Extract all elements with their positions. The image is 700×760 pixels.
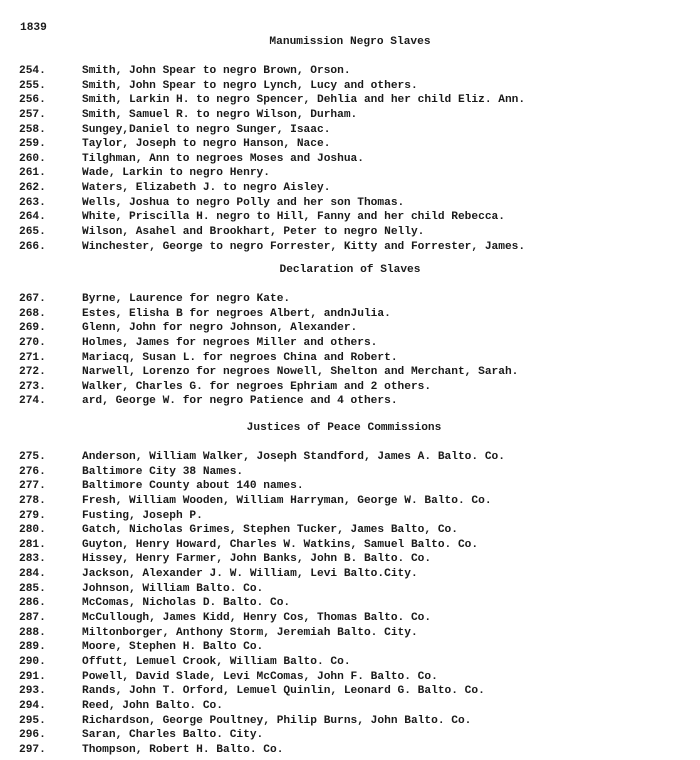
entry-text: Smith, Samuel R. to negro Wilson, Durham.	[82, 108, 358, 121]
entry-number: 268.	[19, 307, 46, 320]
entry-row	[0, 552, 700, 567]
entry-number: 294.	[19, 699, 46, 712]
entry-number: 296.	[19, 729, 46, 742]
entry-row	[0, 210, 700, 225]
entry-text: Wilson, Asahel and Brookhart, Peter to negro Nelly.	[82, 226, 425, 239]
entry-row	[0, 181, 700, 196]
entry-row	[0, 292, 700, 307]
entry-row	[0, 714, 700, 729]
entry-row	[0, 336, 700, 351]
entry-text: Walker, Charles G. for negroes Ephriam and 2 others.	[82, 380, 432, 393]
entry-text: Reed, John Balto. Co.	[82, 699, 223, 712]
entry-number: 269.	[19, 322, 46, 335]
entry-number: 297.	[19, 743, 46, 756]
entry-number: 281.	[19, 538, 46, 551]
entry-row	[0, 582, 700, 597]
entry-text: Smith, Larkin H. to negro Spencer, Dehlia and her child Eliz. Ann.	[82, 94, 526, 107]
entry-text: Sungey,Daniel to negro Sunger, Isaac.	[82, 123, 331, 136]
entry-number: 261.	[19, 167, 46, 180]
entry-text: Glenn, John for negro Johnson, Alexander.	[82, 322, 358, 335]
entry-row	[0, 380, 700, 395]
entry-row	[0, 728, 700, 743]
entry-text: Fresh, William Wooden, William Harryman, George W. Balto. Co.	[82, 494, 492, 507]
entry-text: Baltimore County about 140 names.	[82, 480, 304, 493]
entry-text: McCullough, James Kidd, Henry Cos, Thomas Balto. Co.	[82, 612, 432, 625]
entry-text: Narwell, Lorenzo for negroes Nowell, Shelton and Merchant, Sarah.	[82, 366, 519, 379]
entry-number: 295.	[19, 714, 46, 727]
entry-row	[0, 123, 700, 138]
entry-number: 288.	[19, 626, 46, 639]
entry-text: Richardson, George Poultney, Philip Burns, John Balto. Co.	[82, 714, 472, 727]
entry-number: 284.	[19, 568, 46, 581]
entry-text: Baltimore City 38 Names.	[82, 465, 244, 478]
entry-text: Moore, Stephen H. Balto Co.	[82, 641, 264, 654]
section-title-manumission: Manumission Negro Slaves	[269, 36, 431, 48]
entry-text: Powell, David Slade, Levi McComas, John F. Balto. Co.	[82, 670, 438, 683]
entry-number: 265.	[19, 226, 46, 239]
entry-row	[0, 93, 700, 108]
entry-number: 255.	[19, 79, 46, 92]
entry-row	[0, 670, 700, 685]
entry-text: Johnson, William Balto. Co.	[82, 582, 264, 595]
section-list-manumission	[0, 64, 700, 254]
entry-text: Smith, John Spear to negro Brown, Orson.	[82, 65, 351, 77]
entry-number: 271.	[19, 351, 46, 364]
entry-row	[0, 655, 700, 670]
entry-number: 293.	[19, 685, 46, 698]
entry-number: 264.	[19, 211, 46, 224]
entry-text: ard, George W. for negro Patience and 4 others.	[82, 395, 398, 408]
entry-number: 258.	[19, 123, 46, 136]
entry-row	[0, 166, 700, 181]
entry-text: Rands, John T. Orford, Lemuel Quinlin, Leonard G. Balto. Co.	[82, 685, 485, 698]
entry-row	[0, 64, 700, 79]
entry-text: Fusting, Joseph P.	[82, 509, 203, 522]
entry-text: Hissey, Henry Farmer, John Banks, John B. Balto. Co.	[82, 553, 432, 566]
entry-row	[0, 240, 700, 255]
entry-row	[0, 79, 700, 94]
entry-number: 260.	[19, 152, 46, 165]
entry-row	[0, 321, 700, 336]
entry-row	[0, 494, 700, 509]
entry-text: Thompson, Robert H. Balto. Co.	[82, 743, 284, 756]
section-title-justices: Justices of Peace Commissions	[246, 422, 442, 434]
entry-text: Waters, Elizabeth J. to negro Aisley.	[82, 182, 331, 195]
entry-number: 280.	[19, 524, 46, 537]
entry-text: Byrne, Laurence for negro Kate.	[82, 293, 291, 305]
section-title-declaration: Declaration of Slaves	[279, 264, 421, 276]
entry-row	[0, 137, 700, 152]
entry-text: Holmes, James for negroes Miller and others.	[82, 336, 378, 349]
entry-text: Winchester, George to negro Forrester, Kitty and Forrester, James.	[82, 240, 526, 253]
entry-row	[0, 196, 700, 211]
entry-row	[0, 596, 700, 611]
entry-number: 287.	[19, 612, 46, 625]
entry-number: 276.	[19, 465, 46, 478]
page-year: 1839	[20, 22, 47, 34]
entry-text: Miltonborger, Anthony Storm, Jeremiah Balto. City.	[82, 626, 418, 639]
entry-text: Mariacq, Susan L. for negroes China and Robert.	[82, 351, 398, 364]
entry-row	[0, 152, 700, 167]
entry-number: 279.	[19, 509, 46, 522]
entry-text: Anderson, William Walker, Joseph Standford, James A. Balto. Co.	[82, 451, 505, 463]
entry-number: 263.	[19, 196, 46, 209]
entry-number: 286.	[19, 597, 46, 610]
entry-number: 275.	[19, 451, 46, 463]
entry-number: 283.	[19, 553, 46, 566]
section-list-justices	[0, 450, 700, 757]
entry-number: 270.	[19, 336, 46, 349]
entry-text: Gatch, Nicholas Grimes, Stephen Tucker, James Balto, Co.	[82, 524, 458, 537]
entry-number: 289.	[19, 641, 46, 654]
entry-number: 290.	[19, 655, 46, 668]
entry-number: 274.	[19, 395, 46, 408]
entry-text: Wade, Larkin to negro Henry.	[82, 167, 270, 180]
entry-row	[0, 626, 700, 641]
entry-row	[0, 465, 700, 480]
entry-number: 256.	[19, 94, 46, 107]
entry-text: Taylor, Joseph to negro Hanson, Nace.	[82, 138, 331, 151]
entry-row	[0, 509, 700, 524]
entry-row	[0, 523, 700, 538]
entry-text: Saran, Charles Balto. City.	[82, 729, 264, 742]
entry-text: Tilghman, Ann to negroes Moses and Joshua.	[82, 152, 364, 165]
entry-row	[0, 307, 700, 322]
entry-text: White, Priscilla H. negro to Hill, Fanny and her child Rebecca.	[82, 211, 505, 224]
section-list-declaration	[0, 292, 700, 409]
entry-row	[0, 394, 700, 409]
entry-number: 259.	[19, 138, 46, 151]
entry-number: 285.	[19, 582, 46, 595]
entry-number: 272.	[19, 366, 46, 379]
entry-row	[0, 743, 700, 758]
entry-number: 254.	[19, 65, 46, 77]
entry-row	[0, 640, 700, 655]
entry-row	[0, 365, 700, 380]
entry-number: 257.	[19, 108, 46, 121]
entry-number: 273.	[19, 380, 46, 393]
entry-number: 277.	[19, 480, 46, 493]
entry-row	[0, 538, 700, 553]
entry-number: 262.	[19, 182, 46, 195]
entry-row	[0, 450, 700, 465]
entry-text: Wells, Joshua to negro Polly and her son Thomas.	[82, 196, 405, 209]
entry-text: Jackson, Alexander J. W. William, Levi Balto.City.	[82, 568, 418, 581]
entry-row	[0, 479, 700, 494]
entry-row	[0, 225, 700, 240]
entry-number: 266.	[19, 240, 46, 253]
entry-number: 267.	[19, 293, 46, 305]
entry-text: Smith, John Spear to negro Lynch, Lucy and others.	[82, 79, 418, 92]
entry-number: 278.	[19, 494, 46, 507]
entry-text: Estes, Elisha B for negroes Albert, andnJulia.	[82, 307, 391, 320]
entry-text: Guyton, Henry Howard, Charles W. Watkins, Samuel Balto. Co.	[82, 538, 479, 551]
entry-row	[0, 611, 700, 626]
entry-text: McComas, Nicholas D. Balto. Co.	[82, 597, 291, 610]
entry-row	[0, 108, 700, 123]
entry-row	[0, 567, 700, 582]
entry-row	[0, 699, 700, 714]
entry-text: Offutt, Lemuel Crook, William Balto. Co.	[82, 655, 351, 668]
entry-row	[0, 351, 700, 366]
entry-row	[0, 684, 700, 699]
entry-number: 291.	[19, 670, 46, 683]
